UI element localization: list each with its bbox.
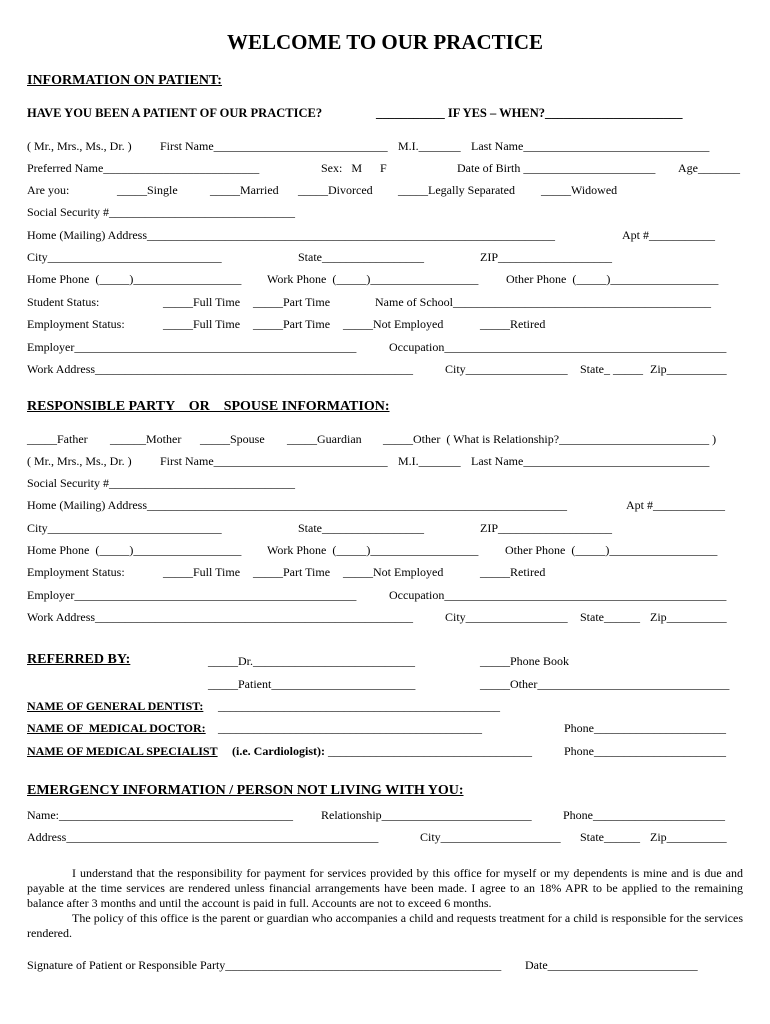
signature-date-field[interactable]: Date_________________________ — [525, 958, 698, 972]
work-city-field[interactable]: City_________________ — [445, 362, 568, 376]
social-security-field[interactable]: Social Security #_______________________________ — [27, 205, 295, 219]
other-phone-field[interactable]: Other Phone (_____)__________________ — [506, 272, 719, 286]
emergency-section-heading: EMERGENCY INFORMATION / PERSON NOT LIVING WITH YOU: — [27, 783, 464, 798]
rp-work-zip-field[interactable]: Zip__________ — [650, 610, 727, 624]
rp-occupation-field[interactable]: Occupation_______________________________________________ — [389, 588, 727, 602]
student-part-time-option[interactable]: _____Part Time — [253, 295, 331, 309]
age-field[interactable]: Age_______ — [678, 161, 740, 175]
patient-section-heading: INFORMATION ON PATIENT: — [27, 73, 222, 88]
rp-first-name-field[interactable]: First Name_____________________________ — [160, 454, 388, 468]
rp-employment-status-label: Employment Status: — [27, 565, 125, 579]
medical-specialist-field[interactable]: __________________________________ — [328, 744, 532, 758]
rp-last-name-field[interactable]: Last Name_______________________________ — [471, 454, 710, 468]
emergency-zip-field[interactable]: Zip__________ — [650, 830, 727, 844]
employment-full-time-option[interactable]: _____Full Time — [163, 317, 241, 331]
medical-specialist-label: NAME OF MEDICAL SPECIALIST — [27, 744, 218, 758]
salutation-label: ( Mr., Mrs., Ms., Dr. ) — [27, 139, 132, 153]
last-name-field[interactable]: Last Name_______________________________ — [471, 139, 710, 153]
state-field[interactable]: State_________________ — [298, 250, 424, 264]
referred-patient-field[interactable]: _____Patient________________________ — [208, 677, 416, 691]
rp-work-city-field[interactable]: City_________________ — [445, 610, 568, 624]
page-title: WELCOME TO OUR PRACTICE — [226, 30, 543, 54]
apt-field[interactable]: Apt #___________ — [622, 228, 715, 242]
preferred-name-field[interactable]: Preferred Name__________________________ — [27, 161, 260, 175]
rp-zip-field[interactable]: ZIP___________________ — [480, 521, 612, 535]
work-state-field[interactable]: State_ _____ — [580, 362, 643, 376]
employer-field[interactable]: Employer_______________________________________________ — [27, 340, 357, 354]
rp-other-phone-field[interactable]: Other Phone (_____)__________________ — [505, 543, 718, 557]
relation-other-field[interactable]: _____Other ( What is Relationship?_________________________ ) — [383, 432, 717, 446]
zip-field[interactable]: ZIP___________________ — [480, 250, 612, 264]
rp-social-security-field[interactable]: Social Security #_______________________________ — [27, 476, 295, 490]
rp-home-phone-field[interactable]: Home Phone (_____)__________________ — [27, 543, 242, 557]
emergency-relationship-field[interactable]: Relationship_________________________ — [321, 808, 532, 822]
rp-home-address-field[interactable]: Home (Mailing) Address______________________________________________________________________ — [27, 498, 567, 512]
employment-retired-option[interactable]: _____Retired — [480, 317, 546, 331]
emergency-city-field[interactable]: City____________________ — [420, 830, 561, 844]
occupation-field[interactable]: Occupation_______________________________________________ — [389, 340, 727, 354]
first-name-field[interactable]: First Name_____________________________ — [160, 139, 388, 153]
rp-city-field[interactable]: City_____________________________ — [27, 521, 222, 535]
relation-father-option[interactable]: _____Father — [27, 432, 88, 446]
referred-dr-field[interactable]: _____Dr.___________________________ — [208, 654, 415, 668]
agreement-paragraph-2: The policy of this office is the parent or guardian who accompanies a child and requests treatment for a child is responsible for the services rendered. — [27, 911, 743, 940]
general-dentist-field[interactable]: _______________________________________________ — [218, 699, 500, 713]
general-dentist-label: NAME OF GENERAL DENTIST: — [27, 699, 204, 713]
student-full-time-option[interactable]: _____Full Time — [163, 295, 241, 309]
medical-specialist-phone-field[interactable]: Phone______________________ — [564, 744, 726, 758]
marital-separated-option[interactable]: _____Legally Separated — [398, 183, 515, 197]
rp-employment-full-time-option[interactable]: _____Full Time — [163, 565, 241, 579]
emergency-state-field[interactable]: State______ — [580, 830, 640, 844]
agreement-paragraph-1: I understand that the responsibility for payment for services provided by this office for myself or my dependents is mine and is due and payable at the time services are rendered unless financial arrangements have been made. I agree to an 18% APR to be applied to the remaining balance after 3 months and until the account is paid in full. Accounts are not to exceed 6 months. — [27, 866, 743, 910]
home-address-field[interactable]: Home (Mailing) Address____________________________________________________________________ — [27, 228, 555, 242]
rp-work-state-field[interactable]: State______ — [580, 610, 640, 624]
rp-employment-not-employed-option[interactable]: _____Not Employed — [343, 565, 444, 579]
home-phone-field[interactable]: Home Phone (_____)__________________ — [27, 272, 242, 286]
emergency-phone-field[interactable]: Phone______________________ — [563, 808, 725, 822]
medical-doctor-phone-field[interactable]: Phone______________________ — [564, 721, 726, 735]
rp-apt-field[interactable]: Apt #____________ — [626, 498, 725, 512]
student-status-label: Student Status: — [27, 295, 100, 309]
rp-middle-initial-field[interactable]: M.I._______ — [398, 454, 461, 468]
work-zip-field[interactable]: Zip__________ — [650, 362, 727, 376]
date-of-birth-field[interactable]: Date of Birth ______________________ — [457, 161, 656, 175]
rp-employment-retired-option[interactable]: _____Retired — [480, 565, 546, 579]
referred-other-field[interactable]: _____Other________________________________ — [480, 677, 730, 691]
relation-guardian-option[interactable]: _____Guardian — [287, 432, 362, 446]
relation-mother-option[interactable]: ______Mother — [110, 432, 182, 446]
rp-state-field[interactable]: State_________________ — [298, 521, 424, 535]
employment-not-employed-option[interactable]: _____Not Employed — [343, 317, 444, 331]
medical-doctor-label: NAME OF MEDICAL DOCTOR: — [27, 721, 206, 735]
signature-field[interactable]: Signature of Patient or Responsible Party______________________________________________ — [27, 958, 502, 972]
employment-status-label: Employment Status: — [27, 317, 125, 331]
relation-spouse-option[interactable]: _____Spouse — [200, 432, 265, 446]
work-address-field[interactable]: Work Address_____________________________________________________ — [27, 362, 414, 376]
medical-doctor-field[interactable]: ____________________________________________ — [218, 721, 482, 735]
rp-employer-field[interactable]: Employer_______________________________________________ — [27, 588, 357, 602]
marital-divorced-option[interactable]: _____Divorced — [298, 183, 373, 197]
responsible-section-heading: RESPONSIBLE PARTY OR SPOUSE INFORMATION: — [27, 399, 390, 414]
emergency-address-field[interactable]: Address____________________________________________________ — [27, 830, 379, 844]
middle-initial-field[interactable]: M.I._______ — [398, 139, 461, 153]
marital-widowed-option[interactable]: _____Widowed — [541, 183, 618, 197]
rp-work-address-field[interactable]: Work Address_____________________________________________________ — [27, 610, 414, 624]
marital-single-option[interactable]: _____Single — [117, 183, 178, 197]
rp-employment-part-time-option[interactable]: _____Part Time — [253, 565, 331, 579]
marital-married-option[interactable]: _____Married — [210, 183, 279, 197]
marital-status-label: Are you: — [27, 183, 70, 197]
employment-part-time-option[interactable]: _____Part Time — [253, 317, 331, 331]
medical-specialist-suffix: (i.e. Cardiologist): — [232, 744, 325, 758]
work-phone-field[interactable]: Work Phone (_____)__________________ — [267, 272, 479, 286]
been-patient-question: HAVE YOU BEEN A PATIENT OF OUR PRACTICE? — [27, 106, 323, 120]
been-patient-answer-field[interactable]: ___________ IF YES – WHEN?______________________ — [376, 106, 683, 120]
emergency-name-field[interactable]: Name:_______________________________________ — [27, 808, 293, 822]
sex-field[interactable]: Sex: M F — [321, 161, 387, 175]
referred-phone-book-option[interactable]: _____Phone Book — [480, 654, 570, 668]
financial-agreement — [27, 866, 743, 941]
referred-section-heading: REFERRED BY: — [27, 652, 131, 667]
school-name-field[interactable]: Name of School___________________________________________ — [375, 295, 711, 309]
rp-salutation-label: ( Mr., Mrs., Ms., Dr. ) — [27, 454, 132, 468]
rp-work-phone-field[interactable]: Work Phone (_____)__________________ — [267, 543, 479, 557]
city-field[interactable]: City_____________________________ — [27, 250, 222, 264]
